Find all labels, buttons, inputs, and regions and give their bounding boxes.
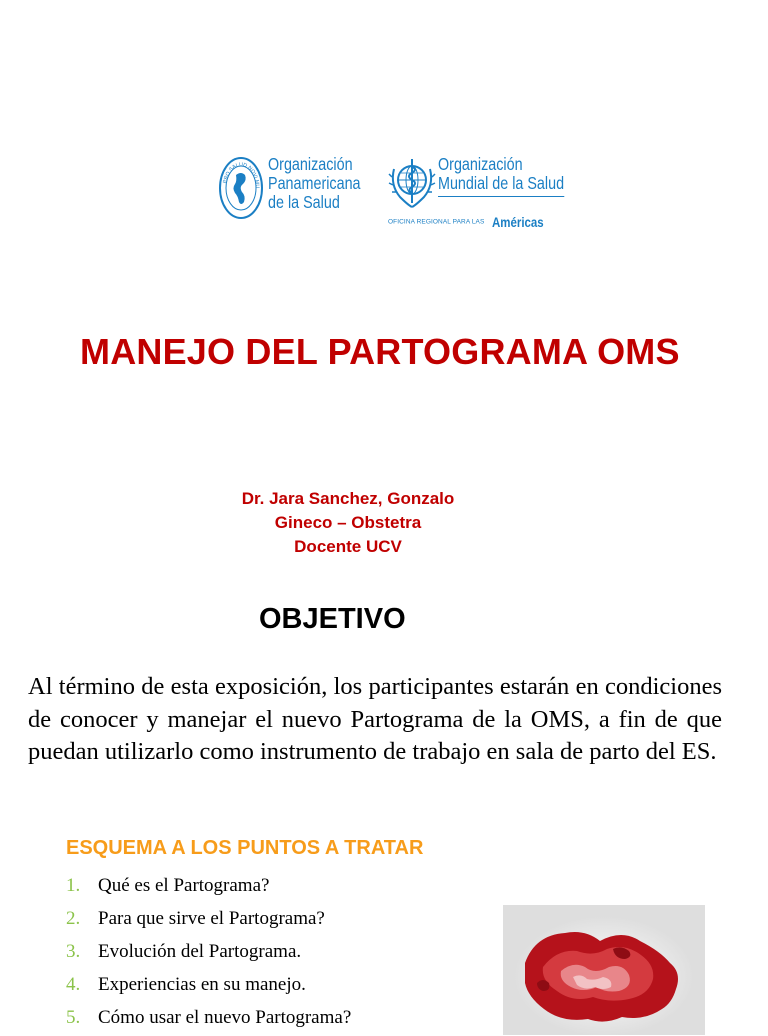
list-item-number: 3.	[66, 941, 81, 962]
list-item-number: 2.	[66, 908, 81, 929]
paho-seal-text: PRO SALUD NOVI MU	[222, 161, 261, 189]
list-item	[66, 1003, 351, 1036]
list-item-text: Experiencias en su manejo.	[98, 974, 306, 995]
who-office-region: Américas	[491, 213, 544, 230]
list-item-number: 1.	[66, 875, 81, 896]
who-name-line-2: Mundial de la Salud	[438, 173, 565, 193]
author-position: Docente UCV	[294, 537, 402, 556]
paho-name-line-1: Organización	[268, 154, 353, 174]
list-item-text: Evolución del Partograma.	[98, 941, 302, 962]
list-item-text: Para que sirve el Partograma?	[98, 908, 325, 929]
header-logos	[0, 150, 768, 240]
topics-list	[66, 871, 351, 1036]
author-block	[168, 487, 528, 559]
list-item	[66, 970, 351, 1003]
tissue-sample-icon	[503, 905, 705, 1035]
who-office-label: OFICINA REGIONAL PARA LAS	[388, 218, 485, 226]
paho-name-line-2: Panamericana	[268, 173, 361, 193]
tissue-photo	[503, 905, 705, 1035]
page-title: MANEJO DEL PARTOGRAMA OMS	[80, 331, 680, 372]
list-item-text: Cómo usar el nuevo Partograma?	[98, 1007, 352, 1028]
list-item	[66, 904, 351, 937]
author-specialty: Gineco – Obstetra	[274, 513, 422, 532]
list-item	[66, 937, 351, 970]
list-item	[66, 871, 351, 904]
scheme-heading: ESQUEMA A LOS PUNTOS A TRATAR	[66, 837, 424, 859]
objective-heading: OBJETIVO	[259, 603, 406, 635]
list-item-text: Qué es el Partograma?	[98, 875, 270, 896]
who-regional-office	[388, 213, 555, 231]
author-name: Dr. Jara Sanchez, Gonzalo	[241, 489, 455, 508]
who-emblem-icon	[388, 155, 436, 211]
list-item-number: 5.	[66, 1007, 81, 1028]
paho-name-line-3: de la Salud	[268, 192, 340, 212]
who-name-line-1: Organización	[438, 154, 523, 174]
paho-seal-icon	[218, 155, 264, 221]
objective-text: Al término de esta exposición, los participantes estarán en condiciones de conocer y manejar el nuevo Partograma de la OMS, a fin de que puedan utilizarlo como instrumento de trabajo en sala de parto del ES.	[28, 673, 722, 765]
list-item-number: 4.	[66, 974, 81, 995]
